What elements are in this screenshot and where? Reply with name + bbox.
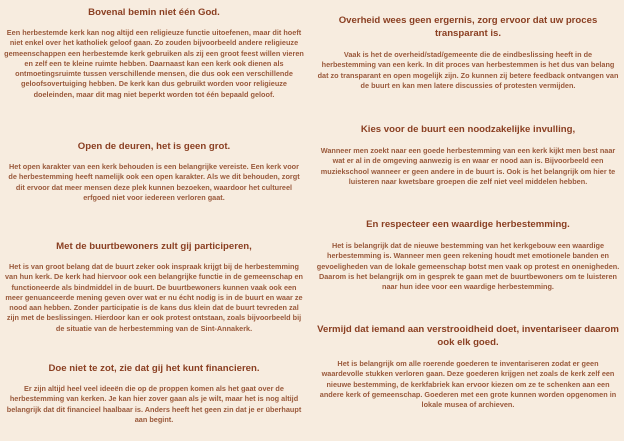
section-body: Het is van groot belang dat de buurt zeker ook inspraak krijgt bij de herbestemming van hun kerk. De kerk had hiervoor ook een belangrijke functie in de gemeenschap en functioneerde als bindmiddel in de buurt. De buurtbewoners kunnen vaak ook een meer genuanceerde mening geven over wat er nu écht nodig is in de buurt en waar ze nood aan hebben. Zonder participatie is de kans dus klein dat de buurt tevreden zal zijn met de beslissingen. Hierdoor kan er ook protest ontstaan, zoals bijvoorbeeld bij de situatie van de herbestemming van de Sint-Annakerk.: [4, 262, 304, 333]
section-heading: Doe niet te zot, zie dat gij het kunt financieren.: [48, 363, 260, 374]
section-heading: En respecteer een waardige herbestemming.: [366, 219, 570, 230]
section-overheid: [316, 14, 620, 91]
section-heading: Open de deuren, het is geen grot.: [77, 141, 231, 152]
right-column: [316, 0, 620, 410]
section-inventariseer: [316, 323, 620, 410]
section-waardige-herbestemming: [316, 218, 620, 292]
section-body: Het is belangrijk om alle roerende goederen te inventariseren zodat er geen waardevolle stukken verloren gaan. Deze goederen krijgen net zoals de kerk zelf een nieuwe bestemming, de kerkfabriek kan ervoor kiezen om ze te schenken aan een andere kerk of gemeenschap. Goederen met een grote kunnen worden opgenomen in lokale musea of archieven.: [319, 359, 617, 410]
section-body: Wanneer men zoekt naar een goede herbestemming van een kerk kijkt men best naar wat er al in de omgeving aanwezig is en waar er nood aan is. Bijvoorbeeld een muziekschool wanneer er geen andere in de buurt is. Ook is het belangrijk om hier te luisteren naar kwetsbare groepen die zelf niet veel middelen hebben.: [320, 146, 616, 186]
section-financieren: [4, 362, 304, 425]
section-bovenal-bemin: [4, 6, 304, 100]
section-body: Het is belangrijk dat de nieuwe bestemming van het kerkgebouw een waardige herbestemming is. Wanneer men geen rekening houdt met emotionele banden en gevoeligheden van de lokale gemeenschap botst men vaak op protest en onenigheden. Daarom is het belangrijk om in gesprek te gaan met de buurtbewoners om te luisteren naar hun idee voor een waardige herbestemming.: [316, 241, 620, 292]
section-heading: Overheid wees geen ergernis, zorg ervoor dat uw proces transparant is.: [338, 15, 598, 39]
section-body: Het open karakter van een kerk behouden is een belangrijke vereiste. Een kerk voor de herbestemming heeft namelijk ook een open karakter. Als we dit behouden, zorgt dit ervoor dat meer mensen deze plek kunnen bezoeken, waardoor het cultureel erfgoed niet voor iedereen verloren gaat.: [8, 162, 300, 202]
section-open-de-deuren: [4, 140, 304, 203]
section-body: Er zijn altijd heel veel ideeën die op de proppen komen als het gaat over de herbestemming van kerken. Je kan hier zover gaan als je wilt, maar het is nog altijd belangrijk dat dit financieel haalbaar is. Anders heeft het geen zin dat je er überhaupt aan begint.: [6, 384, 302, 424]
section-heading: Met de buurtbewoners zult gij participeren,: [56, 241, 252, 252]
section-body: Een herbestemde kerk kan nog altijd een religieuze functie uitoefenen, maar dit hoeft niet enkel over het katholiek geloof gaan. Zo zouden bijvoorbeeld andere religieuze gemeenschappen een herbestemde kerk gebruiken als zij een groot feest willen vieren en zelf een te kleine ruimte hebben. Daarnaast kan een kerk ook dienen als ontmoetingsruimte tussen verschillende mensen, die dus ook een verschillende geloofsovertuiging hebben. De kerk kan dus gebruikt worden voor religieuze doeleinden, maar dit mag niet beperkt worden tot één bepaald geloof.: [4, 28, 304, 99]
section-buurtbewoners: [4, 240, 304, 334]
section-kies-voor-de-buurt: [316, 123, 620, 187]
section-body: Vaak is het de overheid/stad/gemeente die de eindbeslissing heeft in de herbestemming van een kerk. In dit proces van herbestemmen is het dus van belang dat zo transparant en open mogelijk zijn. Zo kunnen zij betere feedback ontvangen van de buurt en kan men latere discussies of protesten vermijden.: [317, 50, 619, 90]
section-heading: Bovenal bemin niet één God.: [88, 7, 220, 18]
section-heading: Vermijd dat iemand aan verstrooidheid doet, inventariseer daarom ook elk goed.: [317, 324, 619, 348]
section-heading: Kies voor de buurt een noodzakelijke invulling,: [360, 124, 576, 135]
left-column: [4, 0, 304, 424]
